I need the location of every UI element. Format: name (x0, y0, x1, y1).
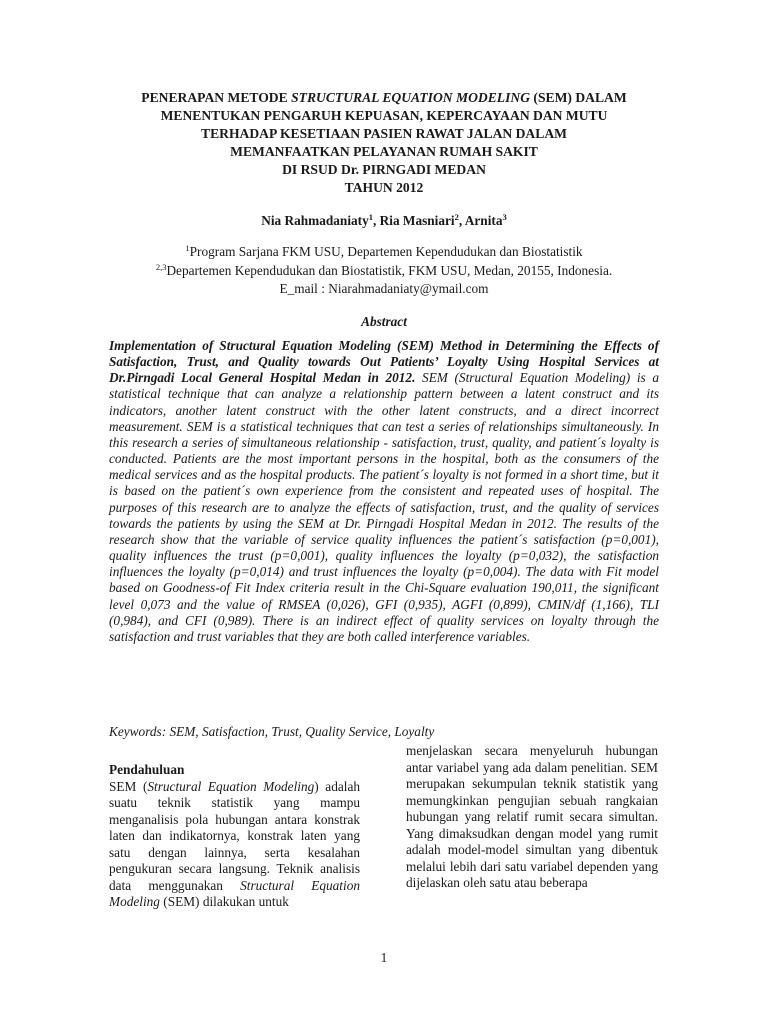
author-list: Nia Rahmadaniaty$^1$, Ria Masniari$^2$, Arnita$^3$ (261, 212, 507, 228)
paragraph-intro: SEM (Structural Equation Modeling) adalah suatu teknik statistik yang mampu menganalisis pola hubungan antara konstrak laten dan indikatornya, konstrak laten yang satu dengan lainnya, serta kesalahan pengukuran secara langsung. Teknik analisis data menggunakan Structural Equation Modeling (SEM) dilakukan untuk (109, 778, 361, 909)
title-line-5: DI RSUD Dr. PIRNGADI MEDAN (282, 161, 486, 177)
page-number: 1 (380, 950, 388, 965)
abstract-english-title: Implementation of Structural Equation Modeling (SEM) Method in Determining the Effects of Satisfaction, Trust, and Quality towards Out Patients’ Loyalty Using Hospital Services at Dr.Pirngadi Local General Hospital Medan in 2012. (109, 338, 659, 386)
abstract-heading: Abstract (361, 314, 407, 329)
paper-title (109, 89, 659, 196)
title-line-6: TAHUN 2012 (344, 179, 424, 195)
title-line-2: MENENTUKAN PENGARUH KEPUASAN, KEPERCAYAAN DAN MUTU (160, 107, 608, 123)
keywords: Keywords: SEM, Satisfaction, Trust, Quality Service, Loyalty (109, 724, 435, 739)
title-line-3: TERHADAP KESETIAAN PASIEN RAWAT JALAN DALAM (201, 125, 567, 141)
affiliation-2: $^{2,3}$Departemen Kependudukan dan Biostatistik, FKM USU, Medan, 20155, Indonesia. (155, 261, 613, 278)
author-3: , Arnita (458, 213, 503, 228)
title-line-4: MEMANFAATKAN PELAYANAN RUMAH SAKIT (230, 143, 538, 159)
paragraph-continued: menjelaskan secara menyeluruh hubungan antar variabel yang ada dalam penelitian. SEM merupakan sekumpulan teknik statistik yang memungkinkan pengujian sebuah rangkaian hubungan yang relatif rumit secara simultan. Yang dimaksudkan dengan model yang rumit adalah model-model simultan yang dibentuk melalui lebih dari satu variabel dependen yang dijelaskan oleh satu atau beberapa (406, 743, 658, 890)
affiliation-1: $^1$Program Sarjana FKM USU, Departemen Kependudukan dan Biostatistik (185, 243, 583, 259)
author-1: Nia Rahmadaniaty (261, 213, 369, 228)
section-heading-pendahuluan: Pendahuluan (109, 762, 185, 777)
right-column (406, 743, 658, 892)
author-email: E_mail : Niarahmadaniaty@ymail.com (279, 281, 489, 296)
abstract-text: SEM (Structural Equation Modeling) is a statistical technique that can analyze a relationship pattern between a latent construct and its indicators, another latent construct with the other latent constructs, and a direct incorrect measurement. SEM is a statistical techniques that can test a series of relationships simultaneously. In this research a series of simultaneous relationship - satisfaction, trust, quality, and patient´s loyalty is conducted. Patients are the most important persons in the hospital, both as the consumers of the medical services and as the hospital products. The patient´s loyalty is not formed in a short time, but it is based on the patient´s own experience from the consistent and repeated uses of hospital. The purposes of this research are to analyze the effects of satisfaction, trust, and the quality of services towards the patients by using the SEM at Dr. Pirngadi Hospital Medan in 2012. The results of the research show that the variable of service quality influences the patient´s satisfaction (p=0,001), quality influences the trust (p=0,001), quality influences the loyalty (p=0,032), the satisfaction influences the loyalty (p=0,014) and trust influences the loyalty (p=0,004). The data with Fit model based on Goodness-of Fit Index criteria result in the Chi-Square evaluation 190,011, the significant level 0,073 and the value of RMSEA (0,026), GFI (0,935), AGFI (0,899), CMIN/df (1,166), TLI (0,984), and CFI (0,989). There is an indirect effect of quality services on loyalty through the satisfaction and trust variables that they are both called interference variables. (109, 370, 659, 644)
author-2: , Ria Masniari (373, 213, 455, 228)
affiliations (109, 243, 659, 299)
title-line-1: PENERAPAN METODE STRUCTURAL EQUATION MODELING (SEM) DALAM (141, 90, 627, 105)
left-column (109, 762, 360, 911)
abstract-body (109, 338, 659, 645)
